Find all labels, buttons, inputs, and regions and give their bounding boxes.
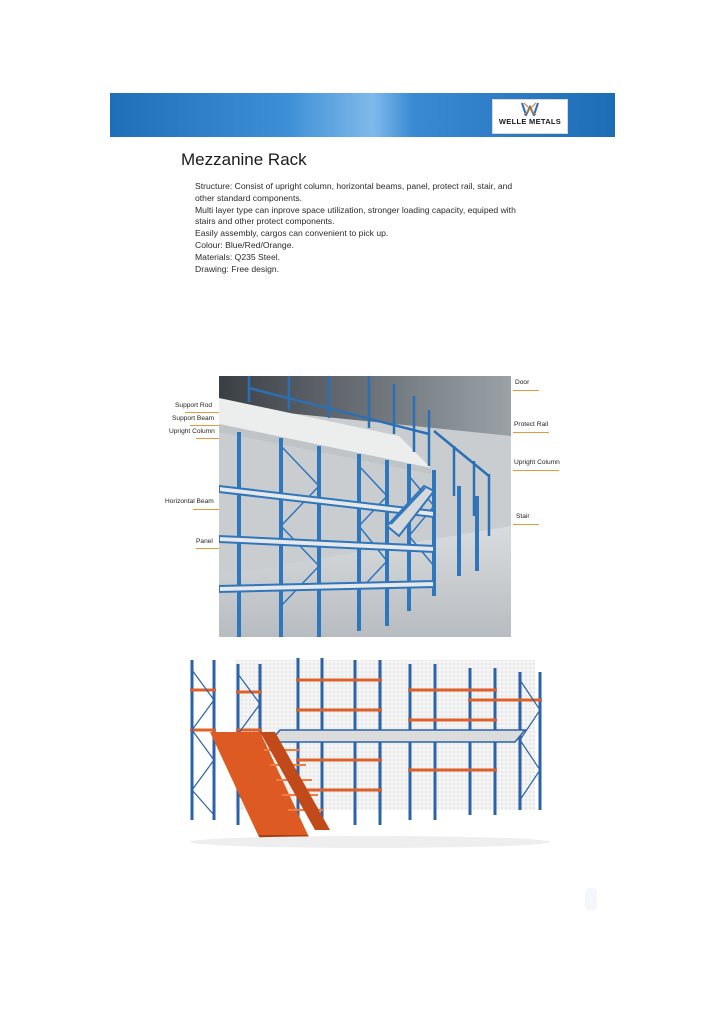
leader-line xyxy=(193,509,219,510)
leader-line xyxy=(196,438,219,439)
label-support-beam: Support Beam xyxy=(172,415,215,422)
label-panel: Panel xyxy=(196,538,213,545)
leader-line xyxy=(513,432,549,433)
description-line: Structure: Consist of upright column, horizontal beams, panel, protect rail, stair, and xyxy=(195,181,513,191)
description-line: Drawing: Free design. xyxy=(195,263,280,274)
description-line: Materials: Q235 Steel. xyxy=(195,251,281,262)
label-upright-column-right: Upright Column xyxy=(514,459,560,466)
leader-line xyxy=(513,470,559,471)
mezzanine-photo-illustration xyxy=(219,376,511,637)
label-door: Door xyxy=(515,379,530,386)
watermark-mark xyxy=(585,888,597,910)
leader-line xyxy=(190,425,219,426)
mezzanine-photo xyxy=(219,376,511,637)
leader-line xyxy=(513,390,539,391)
label-support-rod: Support Rod xyxy=(175,402,213,409)
leader-line xyxy=(196,548,219,549)
description-line: stairs and other protect components. xyxy=(195,216,335,227)
label-stair: Stair xyxy=(516,513,530,520)
leader-line xyxy=(185,412,219,413)
description-line: Easily assembly, cargos can convenient to pick up. xyxy=(195,228,389,239)
mezzanine-render xyxy=(180,650,552,850)
leader-line xyxy=(513,524,539,525)
mezzanine-render-illustration xyxy=(180,650,552,850)
description-line: Colour: Blue/Red/Orange. xyxy=(195,239,294,250)
description-block xyxy=(195,181,535,275)
brand-logo xyxy=(492,99,568,134)
page-title: Mezzanine Rack xyxy=(181,150,307,169)
label-upright-column-left: Upright Column xyxy=(169,428,215,435)
welle-logo-icon xyxy=(520,102,540,116)
label-horizontal-beam: Horizontal Beam xyxy=(165,498,214,505)
label-protect-rail: Protect Rail xyxy=(514,421,549,428)
description-line: other standard components. xyxy=(195,192,303,203)
description-line: Multi layer type can inprove space utilization, stronger loading capacity, equiped with xyxy=(195,204,516,215)
brand-name: WELLE METALS xyxy=(498,117,562,126)
